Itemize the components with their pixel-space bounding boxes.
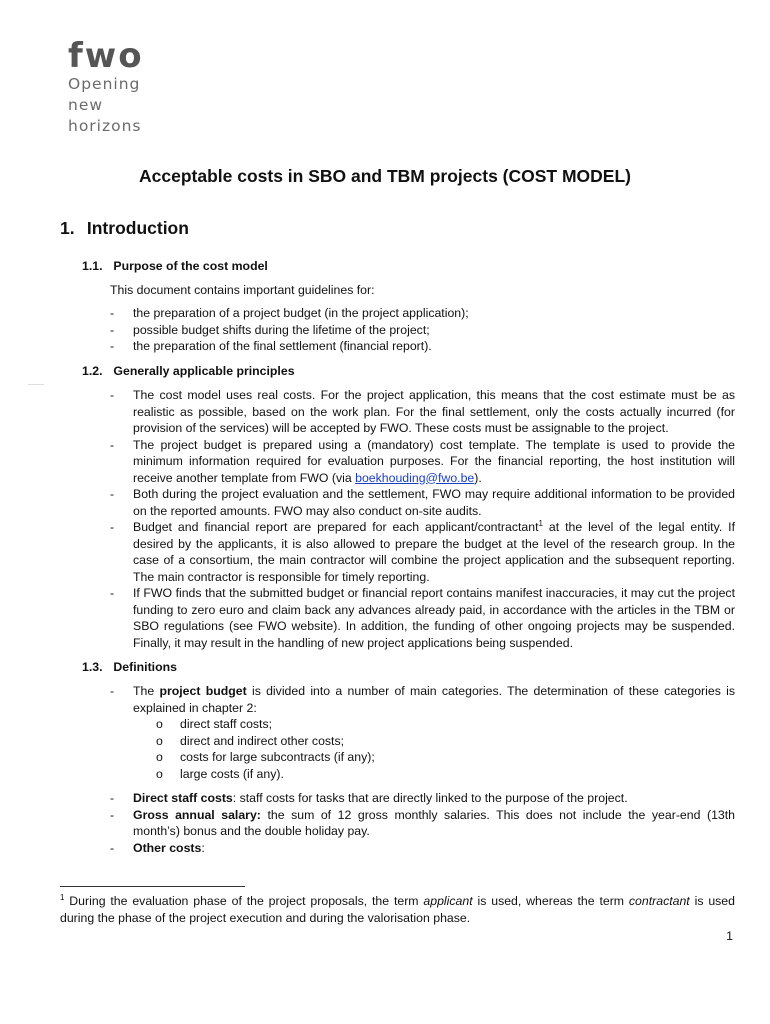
footnote: $^1$ During the evaluation phase of the project proposals, the term applicant is used, whereas the term contractant is used during the phase of the project execution and during the valorisation phase. [60,892,735,925]
sub-list-item: o large costs (if any). [156,766,284,781]
sub-list-item: o direct staff costs; [156,717,273,731]
subsection-number: 1.2. [82,364,103,378]
definitions-list-2 [110,790,735,856]
list-item: - Direct staff costs: staff costs for tasks that are directly linked to the purpose of the project. [110,791,628,805]
subsection-title: Generally applicable principles [113,364,295,378]
list-item: - The project budget is divided into a number of main categories. The determination of these categories is explained in chapter 2: o direct staff costs; o direct and indirect other costs; o costs for large subcontracts (if any); o large costs (if any). [110,684,736,781]
section-number: 1. [60,218,75,238]
logo-mark: fwo [68,36,144,76]
list-item: - Budget and financial report are prepared for each applicant/contractant$^1$ at the level of the legal entity. If desired by the applicants, it is also allowed to prepare the budget at the level of the research group. In the case of a consortium, the main contractor will combine the project application and the subsequent reporting. The main contractor is responsible for timely reporting. [110,518,735,584]
subsection-heading-definitions [82,659,177,676]
list-item: - the preparation of the final settlement (financial report). [110,339,432,353]
email-link[interactable]: boekhouding@fwo.be [355,470,475,485]
list-item: - If FWO finds that the submitted budget or financial report contains manifest inaccuracies, it may cut the project funding to zero euro and claim back any advances already paid, in accordance with the articles in the TBM or SBO regulations (see FWO website). In addition, the funding of other ongoing projects may be suspended. Finally, it may result in the handling of new project applications being suspended. [110,586,735,650]
list-item: - possible budget shifts during the lifetime of the project; [110,322,430,337]
subsection-number: 1.1. [82,259,103,273]
fwo-logo [68,38,144,137]
definitions-list [110,683,735,782]
subsection-heading-principles [82,363,295,380]
subsection-title: Purpose of the cost model [113,259,268,273]
footnote-ref[interactable]: 1 [538,518,543,528]
page-number: 1 [726,929,733,943]
document-title: Acceptable costs in SBO and TBM projects (COST MODEL) [138,166,631,186]
list-item: - Gross annual salary: the sum of 12 gross monthly salaries. This does not include the year-end (13th month’s) bonus and the double holiday pay. [110,807,735,838]
list-item: - Other costs: [110,840,205,855]
list-item: - Both during the project evaluation and the settlement, FWO may require additional information to be provided on the reported amounts. FWO may also conduct on-site audits. [110,487,735,518]
sub-list-item: o costs for large subcontracts (if any); [156,750,375,764]
list-item: - The project budget is prepared using a (mandatory) cost template. The template is used to provide the minimum information required for evaluation purposes. For the financial reporting, the host institution will receive another template from FWO (via boekhouding@fwo.be). [110,437,735,485]
section-title: Introduction [86,218,189,238]
logo-tagline-1: Opening [68,75,141,93]
sub-list-item: o direct and indirect other costs; [156,733,345,748]
subsection-title: Definitions [113,660,177,674]
list-item: - the preparation of a project budget (in the project application); [110,306,469,320]
principles-list [110,387,735,651]
sub-list [133,716,735,782]
logo-tagline-2: new [68,96,104,114]
list-item: - The cost model uses real costs. For the project application, this means that the cost estimate must be as realistic as possible, based on the work plan. For the final settlement, only the costs actually incurred (for provision of the services) will be accepted by FWO. These costs must be assignable to the project. [110,388,735,435]
section-heading-introduction [60,220,189,237]
footnote-separator [60,886,245,887]
logo-tagline-3: horizons [68,117,142,135]
purpose-list [110,305,735,355]
subsection-number: 1.3. [82,660,103,674]
margin-mark [28,384,44,385]
purpose-intro: This document contains important guidelines for: [110,283,375,297]
subsection-heading-purpose [82,258,268,275]
